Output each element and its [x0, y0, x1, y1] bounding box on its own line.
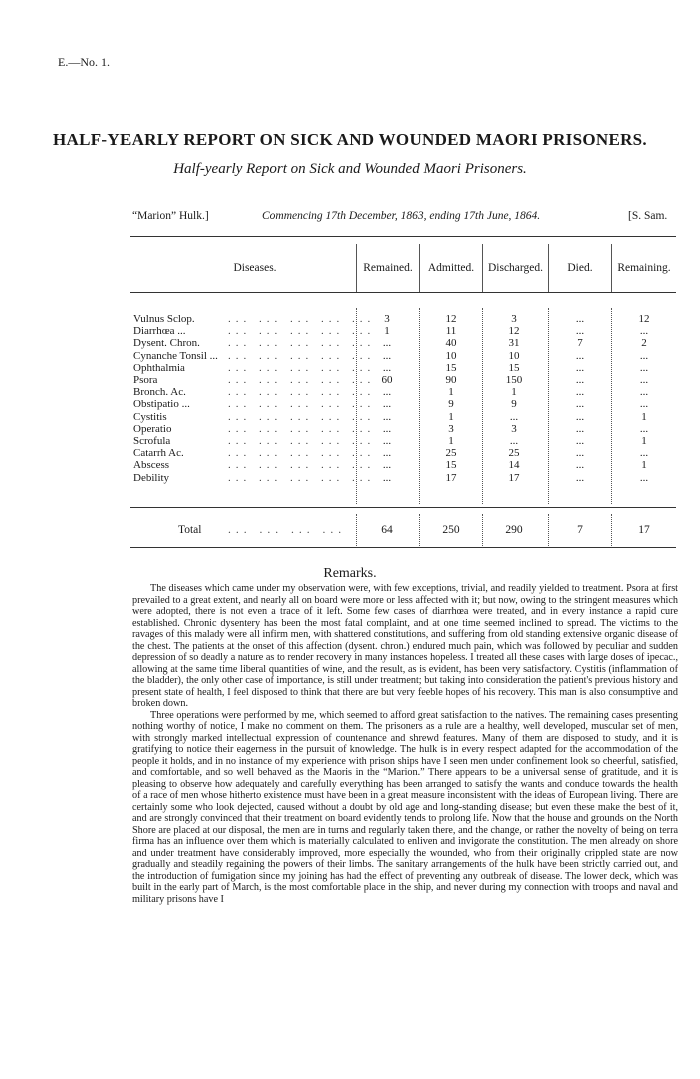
cell-discharged: 17: [508, 471, 520, 484]
cell-discharged: 15: [508, 361, 520, 374]
table-top-rule: [130, 236, 676, 237]
cell-disease: Catarrh Ac.: [133, 447, 184, 460]
total-remaining: 17: [638, 524, 650, 536]
cell-remained: ...: [382, 447, 392, 460]
cell-remaining: 12: [638, 313, 650, 325]
cell-admitted: 12: [445, 313, 457, 325]
hulk-name: “Marion” Hulk.]: [132, 210, 209, 222]
cell-died: ...: [575, 398, 585, 411]
remarks-paragraph: Three operations were performed by me, which seemed to afford great satisfaction to the natives. The remaining cases presenting nothing worthy of notice, I make no comment on them. The prisoners as a rule are a healthy, well developed, muscular set of men, with strongly marked intellectual expression of countenance and shrewd features. Many of them are disposed to study, and it is gratifying to notice their eagerness in the pursuit of knowledge. The hulk is in every respect adapted for the accommodation of the people it holds, and in no instance of my experience with prison ships have I seen men under confinement look so cheerful, satisfied, and comfortable, and so well behaved as the Maoris in the “Marion.” There appears to be a universal sense of gratitude, and it is pleasing to observe how adequately and carefully everything has been arranged to satisfy the wants and conduce towards the health of a race of men whose hitherto existence must have been in a great measure inconsistent with the ideas of European living. There are certainly some who look dejected, caused without a doubt by old age and long-standing disease; but even these make the best of it, and are strongly convinced that their treatment on board evidently tends to prolong life. Now that the house and grounds on the North Shore are placed at our disposal, the men are in turns and regularly taken there, and the change, or rather the novelty of being on terra firma has an influence over them which is materially calculated to enliven and invigorate the constitution. The men already on shore and under treatment have considerably improved, more especially the wounded, who from their originally crippled state are now gradually and steadily regaining the powers of their limbs. The sanitary arrangements of the hulk have been strictly carried out, and the introduction of fumigation since my joining has had the effect of preventing any outbreak of disease. The lower deck, which was built in the early part of March, is the most comfortable place in the ship, and never during my connection with troops and naval and military prisons have I: [132, 709, 678, 905]
cell-disease: Obstipatio ...: [133, 398, 190, 411]
cell-remaining: ...: [639, 386, 649, 399]
report-title: HALF-YEARLY REPORT ON SICK AND WOUNDED MAORI PRISONERS.: [53, 130, 647, 149]
cell-admitted: 90: [445, 374, 457, 386]
cell-discharged: 31: [508, 337, 520, 350]
cell-remaining: ...: [639, 361, 649, 374]
cell-died: ...: [575, 459, 585, 472]
cell-discharged: ...: [509, 410, 519, 423]
cell-remained: 1: [384, 325, 390, 338]
cell-disease: Cystitis: [133, 410, 167, 423]
leader-dots: ... ... ... ... ...: [228, 398, 376, 411]
table-body-rule: [130, 507, 676, 508]
cell-died: ...: [575, 313, 585, 325]
cell-remained: ...: [382, 398, 392, 411]
cell-remaining: ...: [639, 471, 649, 484]
cell-remained: ...: [382, 459, 392, 472]
table-row: [0, 363, 700, 375]
cell-disease: Vulnus Sclop.: [133, 313, 195, 325]
cell-died: ...: [575, 386, 585, 399]
leader-dots: ... ... ... ... ...: [228, 386, 376, 399]
leader-dots: ... ... ... ... ...: [228, 459, 376, 472]
cell-remained: 60: [381, 374, 393, 386]
cell-disease: Scrofula: [133, 435, 171, 447]
cell-remained: ...: [382, 361, 392, 374]
cell-died: ...: [575, 410, 585, 423]
cell-disease: Cynanche Tonsil ...: [133, 349, 218, 362]
cell-discharged: 14: [508, 459, 520, 472]
cell-died: ...: [575, 435, 585, 447]
page-reference: E.—No. 1.: [58, 55, 110, 69]
leader-dots: ... ... ... ... ...: [228, 313, 376, 325]
cell-died: ...: [575, 349, 585, 362]
cell-remaining: 1: [641, 410, 647, 423]
leader-dots: ... ... ... ... ...: [228, 422, 376, 435]
leader-dots: ... ... ... ... ...: [228, 325, 376, 338]
cell-discharged: 1: [511, 386, 517, 399]
cell-admitted: 9: [448, 398, 454, 411]
total-remained: 64: [381, 524, 393, 536]
cell-admitted: 11: [445, 325, 457, 338]
table-row: [0, 448, 700, 460]
cell-died: 7: [577, 337, 583, 350]
cell-remaining: ...: [639, 422, 649, 435]
cell-remaining: 1: [641, 459, 647, 472]
total-label: Total: [178, 524, 202, 536]
cell-admitted: 17: [445, 471, 457, 484]
table-row: [0, 412, 700, 424]
table-row: [0, 424, 700, 436]
cell-disease: Bronch. Ac.: [133, 386, 186, 399]
col-divider: [482, 514, 483, 546]
leader-dots: ... ... ... ... ...: [228, 435, 376, 447]
cell-admitted: 3: [448, 422, 454, 435]
header-diseases: Diseases.: [233, 262, 277, 274]
cell-discharged: 9: [511, 398, 517, 411]
cell-remained: ...: [382, 471, 392, 484]
cell-disease: Debility: [133, 471, 170, 484]
cell-disease: Operatio: [133, 422, 172, 435]
cell-remaining: ...: [639, 447, 649, 460]
cell-died: ...: [575, 422, 585, 435]
leader-dots: ... ... ... ... ...: [228, 471, 376, 484]
header-admitted: Admitted.: [427, 262, 475, 274]
leader-dots: ... ... ... ... ...: [228, 349, 376, 362]
col-divider: [419, 514, 420, 546]
cell-disease: Ophthalmia: [133, 361, 185, 374]
cell-remaining: ...: [639, 374, 649, 386]
remarks-body: [132, 583, 678, 905]
table-row: [0, 351, 700, 363]
remarks-paragraph: The diseases which came under my observation were, with few exceptions, trivial, and readily yielded to treatment. Psora at first prevailed to a great extent, and nearly all on board were more or less affected with it; but now, owing to the stringent measures which were adopted, there is not even a trace of it left. Some few cases of diarrhœa were treated, and in every instance a rapid cure established. Chronic dysentery has been the most fatal complaint, and at one time seemed inclined to spread. The victims to the ravages of this malady were all infirm men, with shattered constitutions, and suffering from old standing extensive organic disease of the chest. The patients at the onset of this affection (dysent. chron.) endured much pain, which was followed by peculiar and sudden depression of so deadly a nature as to render recovery in many instances hopeless. I treated all these cases with large doses of ipecac., allowing at the same time liberal quantities of wine, and the result, as is evident, has been very satisfactory. Cystitis (inflammation of the bladder), the only other case of importance, is still under treatment; but taking into consideration the patient's previous history and present state of health, I feel disposed to think that there are but very feeble hopes of his recovery. This man is also consumptive and broken down.: [132, 583, 678, 709]
cell-remained: ...: [382, 435, 392, 447]
cell-died: ...: [575, 471, 585, 484]
signatory-initials: [S. Sam.: [628, 210, 668, 222]
table-row: [0, 460, 700, 472]
cell-admitted: 10: [445, 349, 457, 362]
leader-dots: ... ... ... ... ...: [228, 447, 376, 460]
cell-remained: ...: [382, 386, 392, 399]
total-discharged: 290: [505, 524, 523, 536]
cell-remaining: ...: [639, 325, 649, 338]
header-remaining: Remaining.: [617, 262, 671, 274]
cell-died: ...: [575, 374, 585, 386]
cell-discharged: 3: [511, 422, 517, 435]
table-row: [0, 326, 700, 338]
cell-died: ...: [575, 447, 585, 460]
cell-discharged: ...: [509, 435, 519, 447]
cell-remaining: 1: [641, 435, 647, 447]
total-admitted: 250: [442, 524, 460, 536]
cell-discharged: 3: [511, 313, 517, 325]
table-bottom-rule: [130, 547, 676, 548]
report-subtitle: Half-yearly Report on Sick and Wounded Maori Prisoners.: [173, 161, 527, 177]
cell-disease: Abscess: [133, 459, 170, 472]
cell-admitted: 15: [445, 459, 457, 472]
cell-admitted: 25: [445, 447, 457, 460]
cell-admitted: 1: [448, 410, 454, 423]
report-period: Commencing 17th December, 1863, ending 17th June, 1864.: [262, 210, 541, 222]
leader-dots: ... ... ... ... ...: [228, 337, 376, 350]
cell-remained: ...: [382, 422, 392, 435]
leader-dots: ... ... ... ... ...: [228, 374, 376, 386]
cell-discharged: 150: [505, 374, 523, 386]
cell-remaining: 2: [641, 337, 647, 350]
cell-disease: Diarrhœa ...: [133, 325, 186, 338]
table-row: [0, 314, 700, 326]
leader-dots: ... ... ... ... ...: [228, 410, 376, 423]
leader-dots: ... ... ... ... ...: [228, 361, 376, 374]
cell-discharged: 12: [508, 325, 520, 338]
header-died: Died.: [567, 262, 593, 274]
cell-remained: ...: [382, 337, 392, 350]
cell-remained: ...: [382, 410, 392, 423]
cell-remained: 3: [384, 313, 390, 325]
table-row: [0, 338, 700, 350]
cell-disease: Psora: [133, 374, 158, 386]
table-row: [0, 399, 700, 411]
header-remained: Remained.: [363, 262, 413, 274]
cell-remaining: ...: [639, 398, 649, 411]
cell-discharged: 25: [508, 447, 520, 460]
table-row: [0, 436, 700, 448]
cell-discharged: 10: [508, 349, 520, 362]
table-header-rule: [130, 292, 676, 293]
cell-disease: Dysent. Chron.: [133, 337, 200, 350]
cell-remained: ...: [382, 349, 392, 362]
cell-admitted: 15: [445, 361, 457, 374]
table-row: [0, 375, 700, 387]
cell-died: ...: [575, 361, 585, 374]
cell-remaining: ...: [639, 349, 649, 362]
total-dots: ... ... ... ...: [228, 524, 347, 536]
col-divider: [548, 514, 549, 546]
cell-admitted: 1: [448, 435, 454, 447]
table-row: [0, 473, 700, 485]
table-row: [0, 387, 700, 399]
header-discharged: Discharged.: [487, 262, 544, 274]
cell-admitted: 40: [445, 337, 457, 350]
cell-died: ...: [575, 325, 585, 338]
remarks-heading: Remarks.: [323, 566, 377, 581]
total-died: 7: [577, 524, 583, 536]
cell-admitted: 1: [448, 386, 454, 399]
